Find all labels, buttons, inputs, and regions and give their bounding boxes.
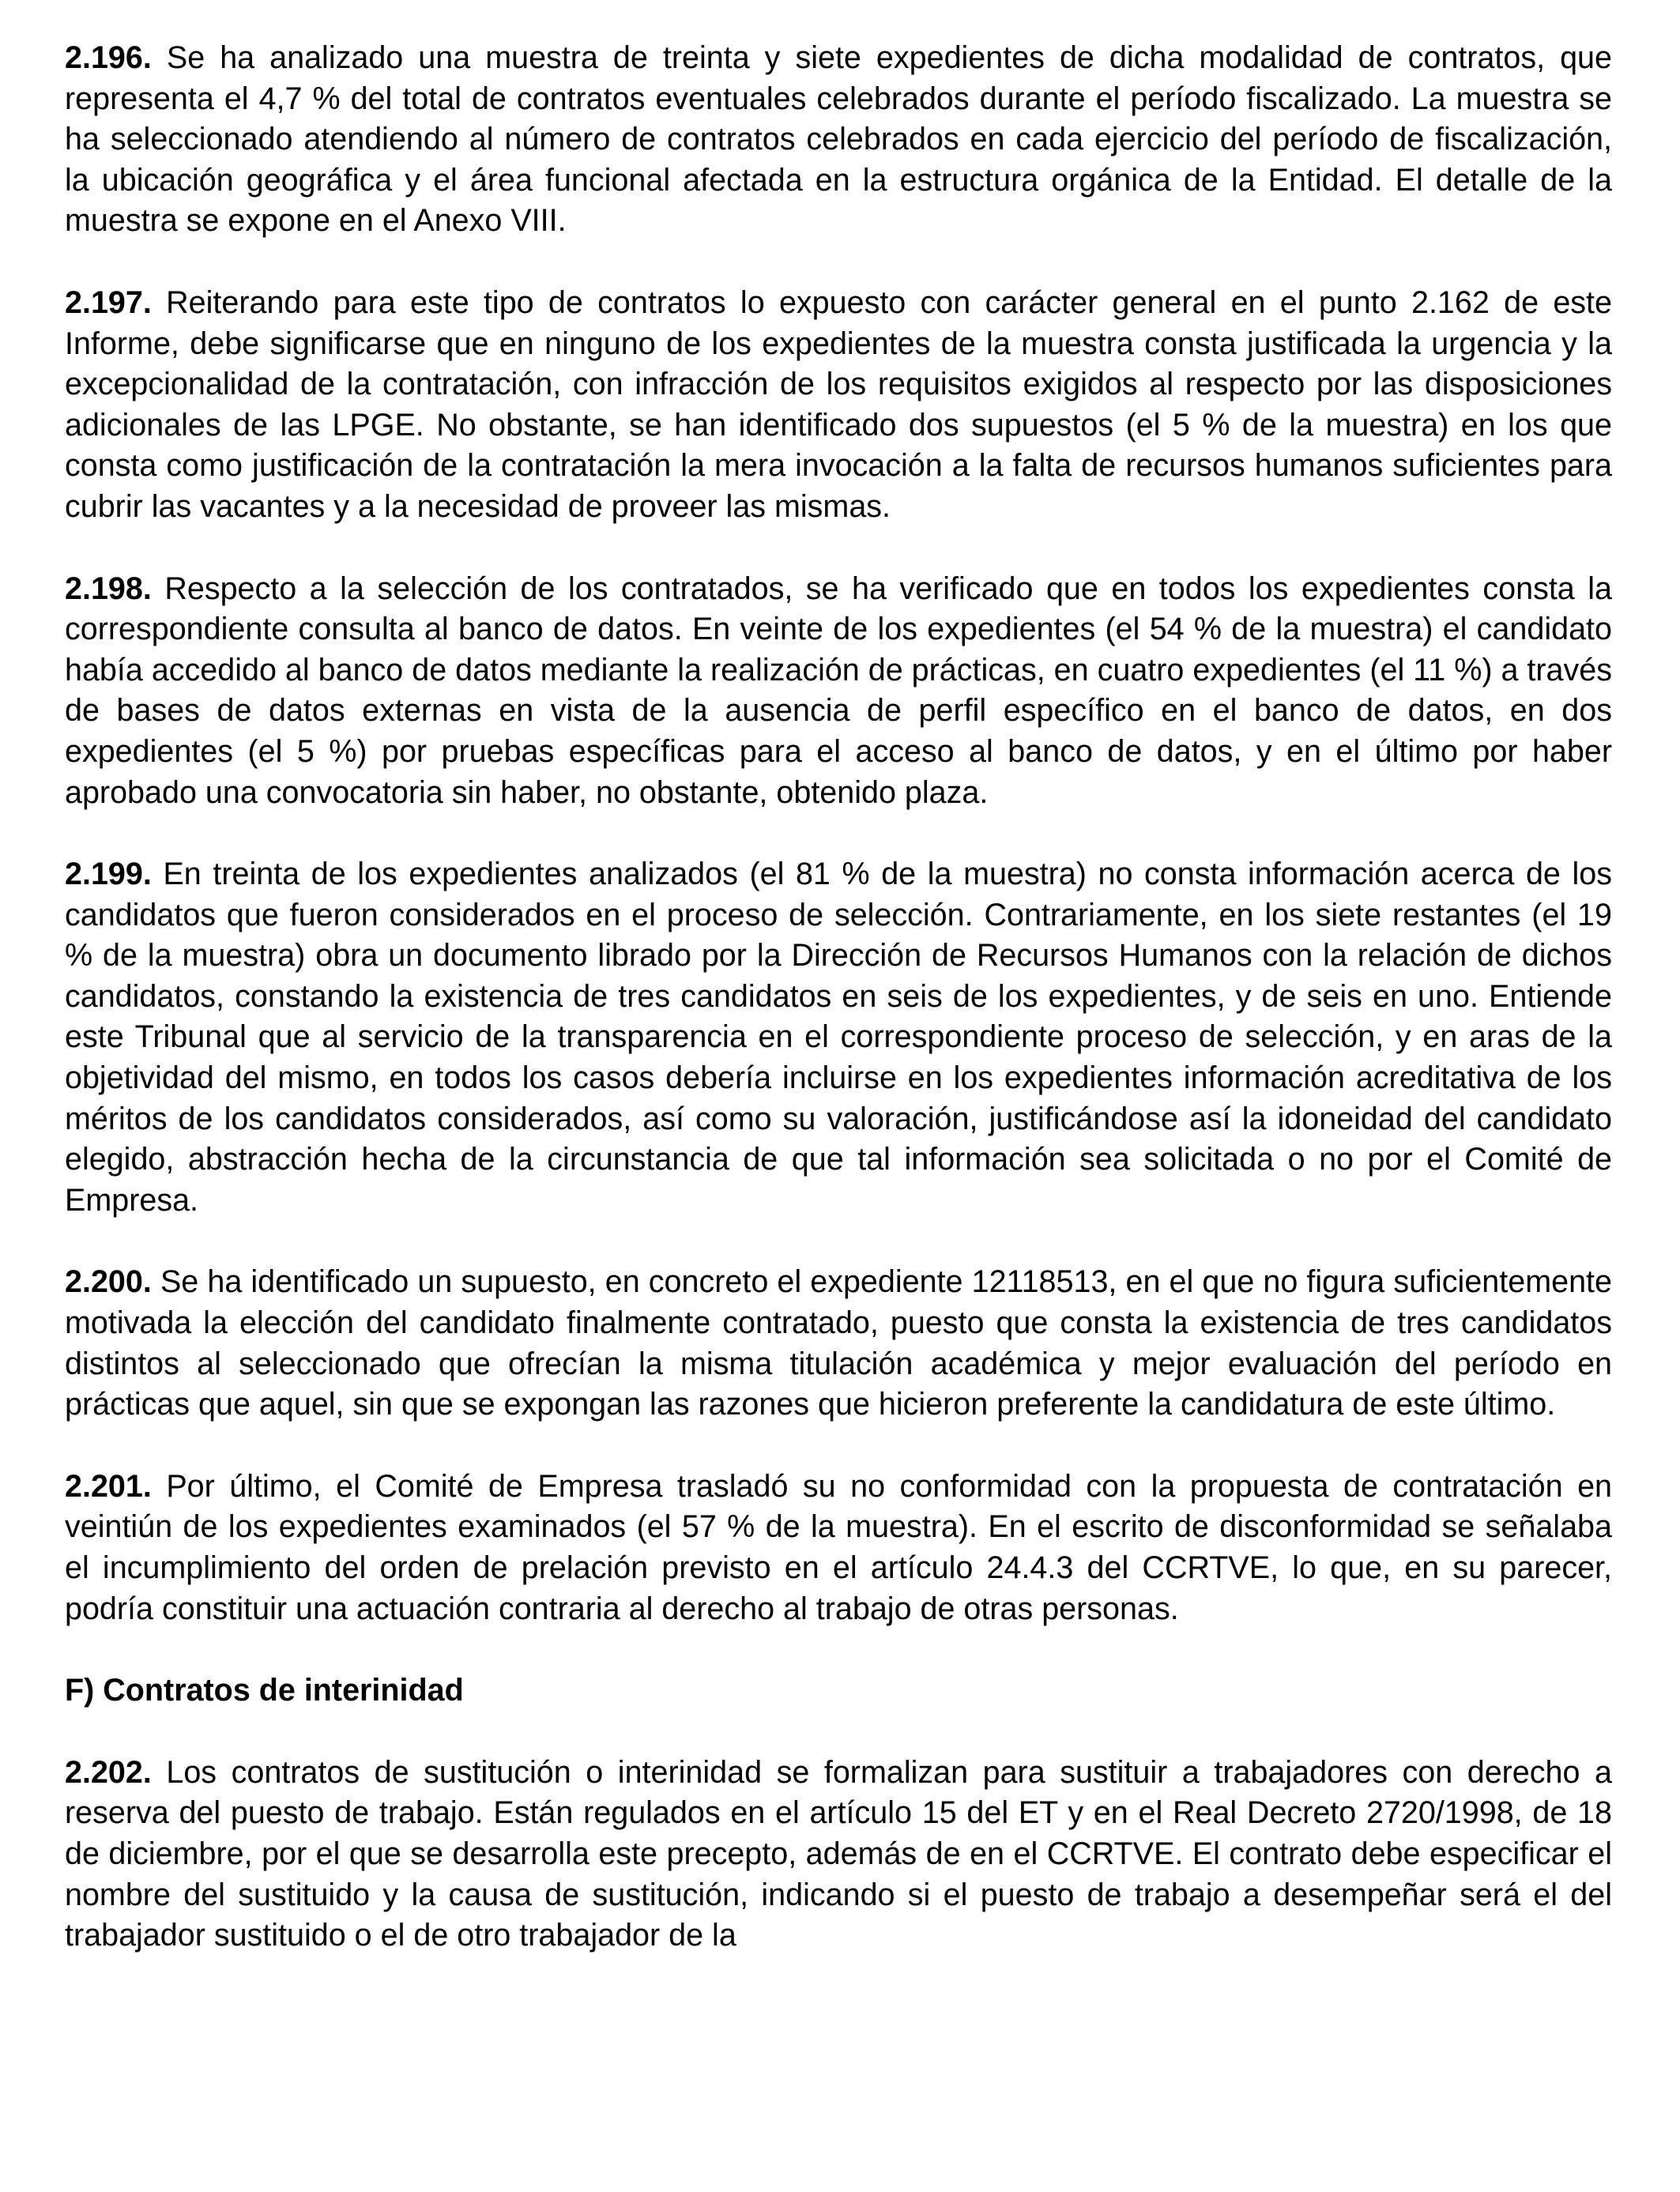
paragraph-text: Respecto a la selección de los contratados, se ha verificado que en todos los expedientes consta la correspondiente consulta al banco de datos. En veinte de los expedientes (el 54 % de la muestra) el candidato había accedido al banco de datos mediante la realización de prácticas, en cuatro expedientes (el 11 %) a través de bases de datos externas en vista de la ausencia de perfil específico en el banco de datos, en dos expedientes (el 5 %) por pruebas específicas para el acceso al banco de datos, y en el último por haber aprobado una convocatoria sin haber, no obstante, obtenido plaza. bbox=[65, 571, 1612, 810]
paragraph-text: Por último, el Comité de Empresa trasladó su no conformidad con la propuesta de contratación en veintiún de los expedientes examinados (el 57 % de la muestra). En el escrito de disconformidad se señalaba el incumplimiento del orden de prelación previsto en el artículo 24.4.3 del CCRTVE, lo que, en su parecer, podría constituir una actuación contraria al derecho al trabajo de otras personas. bbox=[65, 1468, 1613, 1626]
paragraph-number: 2.202. bbox=[65, 1754, 152, 1790]
paragraph-text: Reiterando para este tipo de contratos lo expuesto con carácter general en el punto 2.162 de este Informe, debe significarse que en ninguno de los expedientes de la muestra consta justificada la urgencia y la excepcionalidad de la contratación, con infracción de los requisitos exigidos al respecto por las disposiciones adicionales de las LPGE. No obstante, se han identificado dos supuestos (el 5 % de la muestra) en los que consta como justificación de la contratación la mera invocación a la falta de recursos humanos suficientes para cubrir las vacantes y a la necesidad de proveer las mismas. bbox=[65, 284, 1612, 524]
paragraph-text: Los contratos de sustitución o interinidad se formalizan para sustituir a trabajadores con derecho a reserva del puesto de trabajo. Están regulados en el artículo 15 del ET y en el Real Decreto 2720/1998, de 18 de diciembre, por el que se desarrolla este precepto, además de en el CCRTVE. El contrato debe especificar el nombre del sustituido y la causa de sustitución, indicando si el puesto de trabajo a desempeñar será el del trabajador sustituido o el de otro trabajador de la bbox=[65, 1754, 1612, 1953]
paragraph-number: 2.198. bbox=[65, 571, 152, 606]
paragraph-2-199 bbox=[65, 854, 1612, 1221]
paragraph-text: Se ha identificado un supuesto, en concreto el expediente 12118513, en el que no figura suficientemente motivada la elección del candidato finalmente contratado, puesto que consta la existencia de tres candidatos distintos al seleccionado que ofrecían la misma titulación académica y mejor evaluación del período en prácticas que aquel, sin que se expongan las razones que hicieron preferente la candidatura de este último. bbox=[65, 1264, 1612, 1422]
paragraph-number: 2.196. bbox=[65, 40, 152, 75]
paragraph-number: 2.197. bbox=[65, 284, 152, 320]
paragraph-number: 2.201. bbox=[65, 1468, 152, 1504]
paragraph-2-201 bbox=[65, 1467, 1612, 1629]
paragraph-text: Se ha analizado una muestra de treinta y siete expedientes de dicha modalidad de contratos, que representa el 4,7 % del total de contratos eventuales celebrados durante el período fiscalizado. La muestra se ha seleccionado atendiendo al número de contratos celebrados en cada ejercicio del período de fiscalización, la ubicación geográfica y el área funcional afectada en la estructura orgánica de la Entidad. El detalle de la muestra se expone en el Anexo VIII. bbox=[65, 40, 1612, 239]
paragraph-text: En treinta de los expedientes analizados (el 81 % de la muestra) no consta información acerca de los candidatos que fueron considerados en el proceso de selección. Contrariamente, en los siete restantes (el 19 % de la muestra) obra un documento librado por la Dirección de Recursos Humanos con la relación de dichos candidatos, constando la existencia de tres candidatos en seis de los expedientes, y de seis en uno. Entiende este Tribunal que al servicio de la transparencia en el correspondiente proceso de selección, y en aras de la objetividad del mismo, en todos los casos debería incluirse en los expedientes información acreditativa de los méritos de los candidatos considerados, así como su valoración, justificándose así la idoneidad del candidato elegido, abstracción hecha de la circunstancia de que tal información sea solicitada o no por el Comité de Empresa. bbox=[65, 857, 1612, 1218]
paragraph-2-198 bbox=[65, 569, 1612, 814]
paragraph-2-197 bbox=[65, 283, 1612, 528]
paragraph-number: 2.200. bbox=[65, 1264, 152, 1300]
document-body bbox=[65, 38, 1612, 1998]
section-heading: F) Contratos de interinidad bbox=[65, 1673, 464, 1708]
paragraph-2-200 bbox=[65, 1262, 1612, 1425]
paragraph-2-202 bbox=[65, 1753, 1612, 1957]
paragraph-number: 2.199. bbox=[65, 857, 152, 892]
paragraph-2-196 bbox=[65, 38, 1612, 242]
